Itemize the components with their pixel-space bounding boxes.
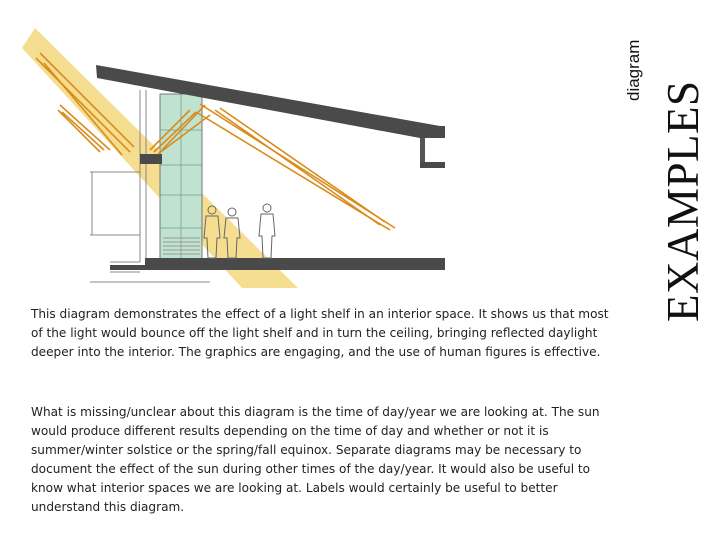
light-shelf (140, 154, 162, 164)
light-shelf-section-diagram (20, 25, 465, 290)
roof-slab (96, 65, 440, 138)
floor-slab (145, 258, 445, 270)
side-label: diagram (624, 39, 643, 101)
reflected-light-rays (36, 53, 395, 230)
paragraph-critique: What is missing/unclear about this diagram is the time of day/year we are looking at. The sun would produce different results depending on the time of day and whether or not it is summer/winter solstice or the spring/fall equinox. Separate diagrams may be necessary to document the effect of the sun during other times of the day/year. It would also be useful to know what interior spaces we are looking at. Labels would certainly be useful to better understand this diagram. (31, 405, 600, 514)
paragraph-description: This diagram demonstrates the effect of a light shelf in an interior space. It shows us that most of the light would bounce off the light shelf and in turn the ceiling, bringing reflected daylight deeper into the interior. The graphics are engaging, and the use of human figures is effective. (31, 307, 609, 359)
side-title: EXAMPLES (658, 80, 708, 322)
